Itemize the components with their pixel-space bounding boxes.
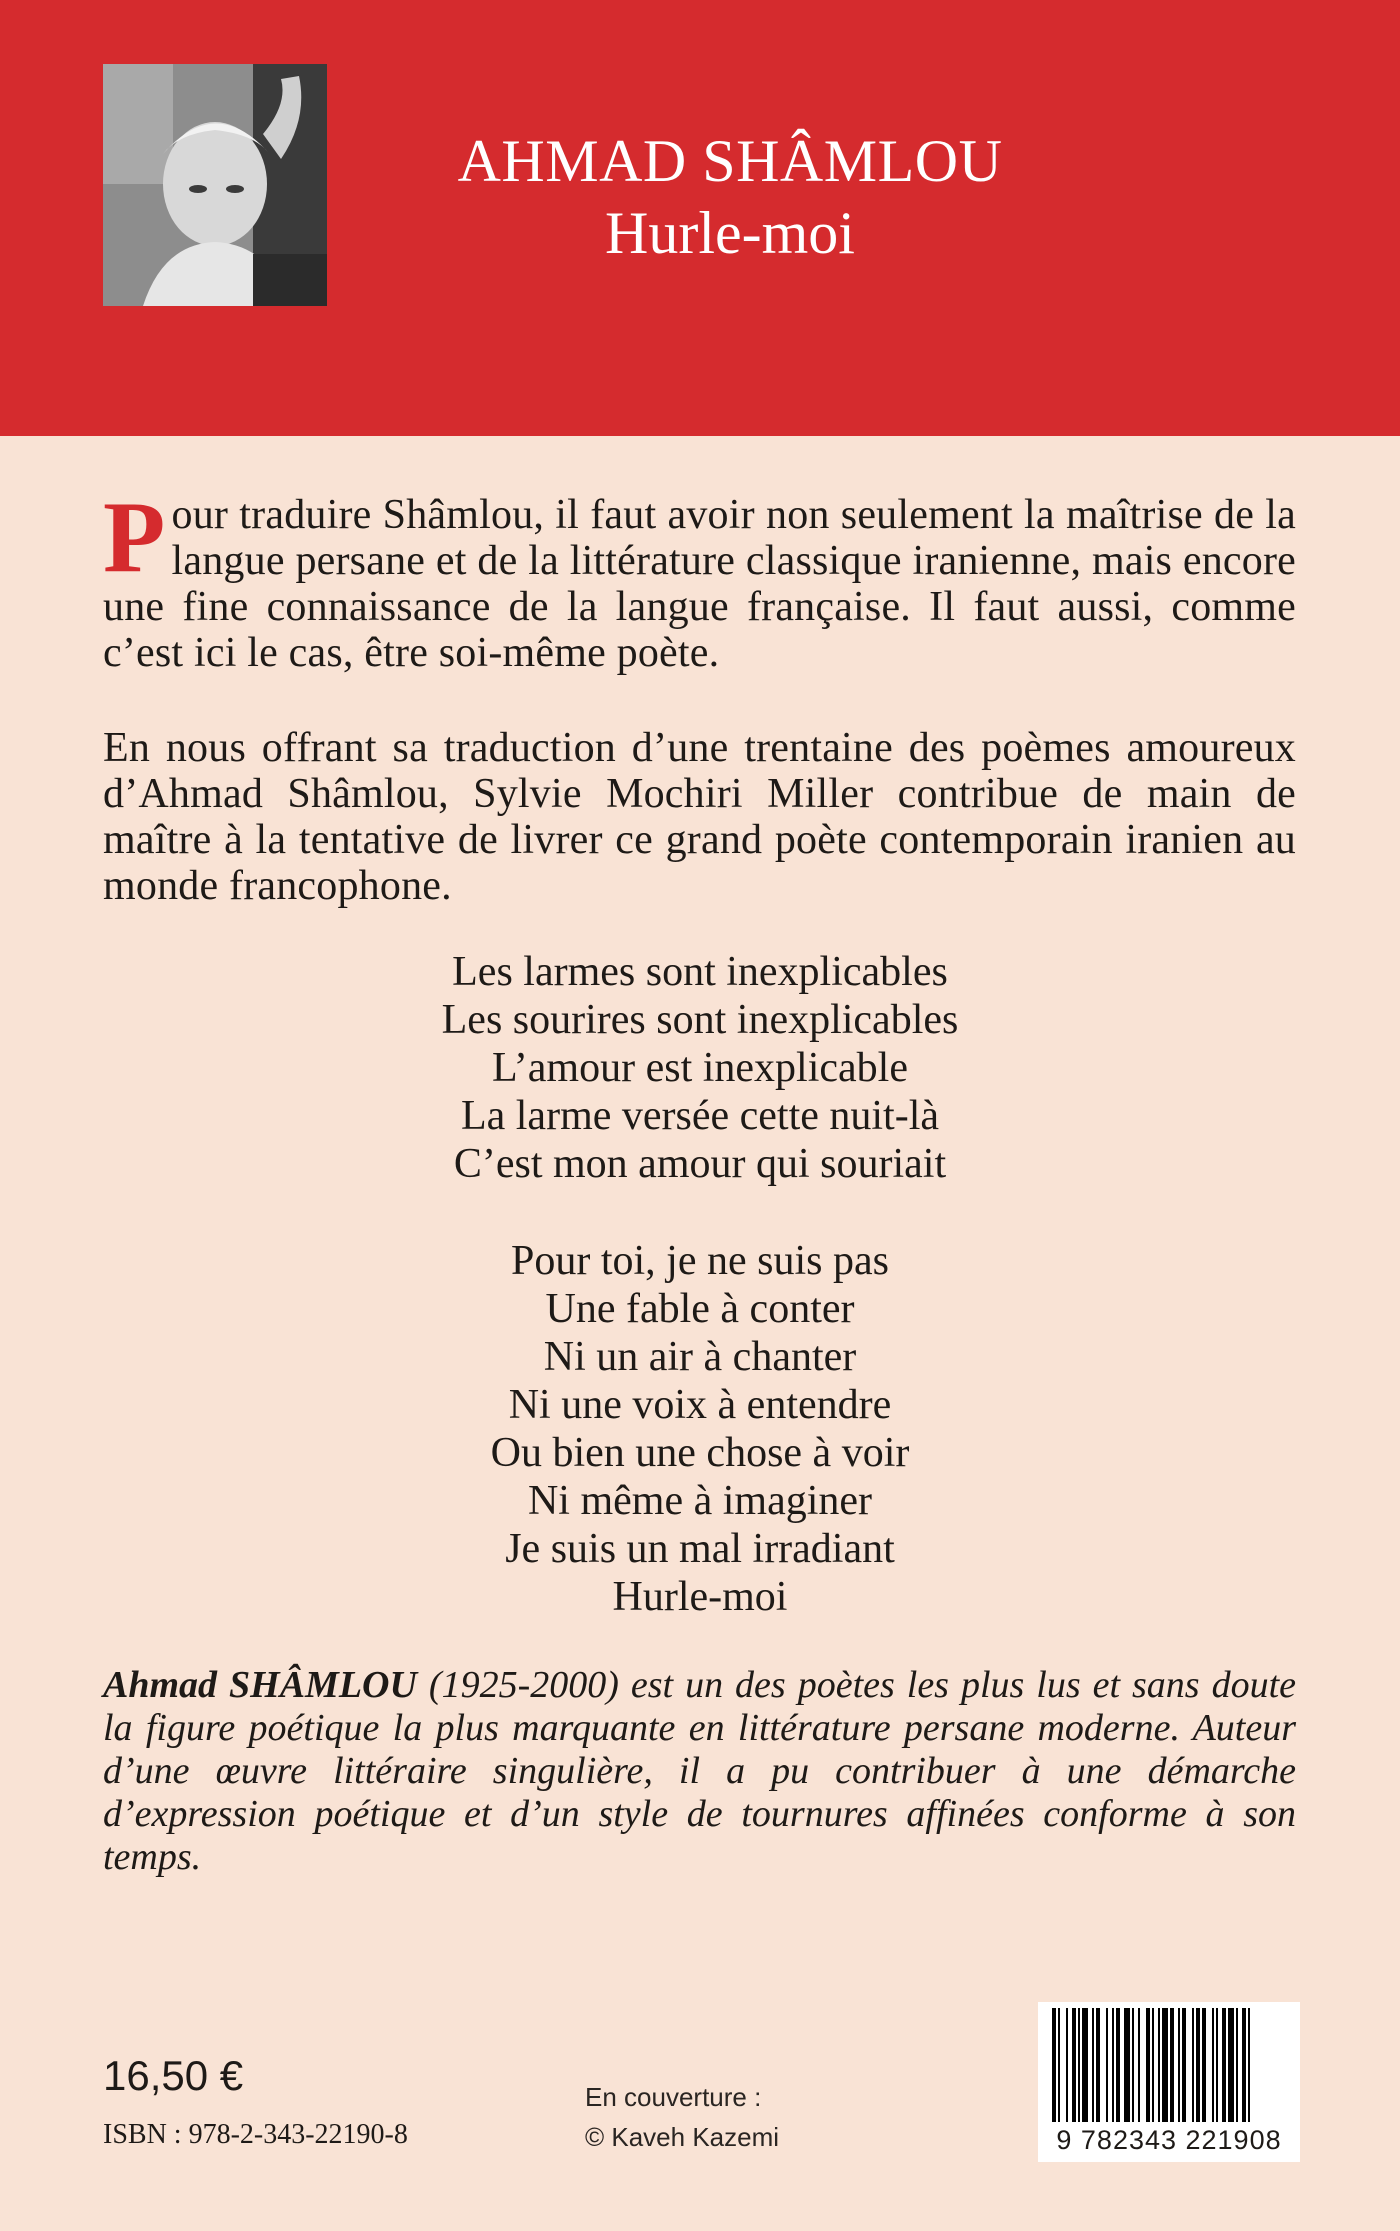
barcode-bar — [1152, 2008, 1154, 2122]
intro-paragraph-1-text: our traduire Shâmlou, il faut avoir non seulement la maîtrise de la langue persane et de la littérature classique iranienne, mais encore une fine connaissance de la langue française. Il faut aussi, comme c’est ici le cas, être soi-même poète. — [103, 492, 1296, 676]
barcode-bar — [1248, 2008, 1250, 2122]
poem-line: Ni même à imaginer — [527, 1478, 873, 1524]
barcode-bar — [1066, 2008, 1068, 2122]
barcode-bar — [1158, 2008, 1160, 2122]
intro-paragraph-2: En nous offrant sa traduction d’une trentaine des poèmes amoureux d’Ahmad Shâmlou, Sylvie Mochiri Miller contribue de main de maître à la tentative de livrer ce grand poète contemporain iranien au monde francophone. — [103, 725, 1296, 909]
author-photo — [103, 64, 327, 306]
author-name: AHMAD SHÂMLOU — [457, 128, 1003, 194]
barcode-bar — [1222, 2008, 1226, 2122]
barcode-bar — [1116, 2008, 1120, 2122]
barcode-bar — [1092, 2008, 1094, 2122]
barcode-bar — [1146, 2008, 1150, 2122]
barcode-bar — [1192, 2008, 1194, 2122]
poem-line: La larme versée cette nuit-là — [460, 1093, 940, 1139]
author-bio — [103, 1664, 1296, 1879]
bio-author-name: Ahmad SHÂMLOU — [103, 1664, 417, 1706]
barcode-bar — [1182, 2008, 1186, 2122]
barcode-bar — [1096, 2008, 1100, 2122]
poem-line: Une fable à conter — [545, 1286, 855, 1332]
book-title: Hurle-moi — [605, 200, 855, 266]
price: 16,50 € — [103, 2052, 244, 2099]
barcode-bar — [1082, 2008, 1088, 2122]
barcode-bar — [1170, 2008, 1174, 2122]
drop-cap: P — [103, 481, 166, 594]
intro-paragraph-1 — [103, 481, 1296, 676]
barcode-bar — [1132, 2008, 1134, 2122]
bio-text: (1925-2000) est un des poètes les plus lus et sans doute la figure poétique la plus marquante en littérature persane moderne. Auteur d’une œuvre littéraire singulière, il a pu contribuer à une démarche d’expression poétique et d’un style de tournures affinées conforme à son temps. — [103, 1664, 1297, 1878]
barcode-bar — [1178, 2008, 1180, 2122]
poem-line: Ni un air à chanter — [543, 1334, 857, 1380]
barcode-bar — [1212, 2008, 1214, 2122]
barcode-bar — [1112, 2008, 1114, 2122]
barcode-bar — [1106, 2008, 1108, 2122]
barcode-bar — [1236, 2008, 1238, 2122]
cover-credit-photographer: © Kaveh Kazemi — [585, 2122, 780, 2152]
barcode-bar — [1216, 2008, 1218, 2122]
barcode-bar — [1052, 2008, 1056, 2122]
poem-line: Les larmes sont inexplicables — [452, 949, 948, 995]
barcode-digits: 9 782343 221908 — [1038, 2123, 1300, 2157]
barcode-bar — [1058, 2008, 1060, 2122]
poem-line: C’est mon amour qui souriait — [453, 1141, 947, 1187]
cover-credit — [585, 2077, 779, 2157]
poem-line: Les sourires sont inexplicables — [441, 997, 959, 1043]
barcode-bar — [1078, 2008, 1080, 2122]
isbn: ISBN : 978-2-343-22190-8 — [103, 2119, 408, 2150]
barcode-bar — [1242, 2008, 1246, 2122]
barcode-bar — [1162, 2008, 1168, 2122]
barcode-bar — [1228, 2008, 1234, 2122]
barcode-bar — [1124, 2008, 1130, 2122]
poem-line: L’amour est inexplicable — [492, 1045, 908, 1091]
author-photo-illustration — [103, 64, 327, 306]
barcode-bar — [1202, 2008, 1206, 2122]
poem-line: Hurle-moi — [612, 1574, 788, 1620]
poem-line: Ou bien une chose à voir — [490, 1430, 910, 1476]
poem-line: Pour toi, je ne suis pas — [511, 1238, 889, 1284]
poem-line: Ni une voix à entendre — [508, 1382, 892, 1428]
barcode-bar — [1196, 2008, 1200, 2122]
barcode-bars — [1038, 2002, 1300, 2126]
poem-excerpt-2 — [200, 1237, 1200, 1621]
barcode-bar — [1072, 2008, 1076, 2122]
cover-credit-label: En couverture : — [585, 2082, 762, 2112]
barcode-bar — [1138, 2008, 1140, 2122]
cover-header — [0, 0, 1400, 436]
poem-excerpt-1 — [200, 948, 1200, 1188]
poem-line: Je suis un mal irradiant — [505, 1526, 895, 1572]
